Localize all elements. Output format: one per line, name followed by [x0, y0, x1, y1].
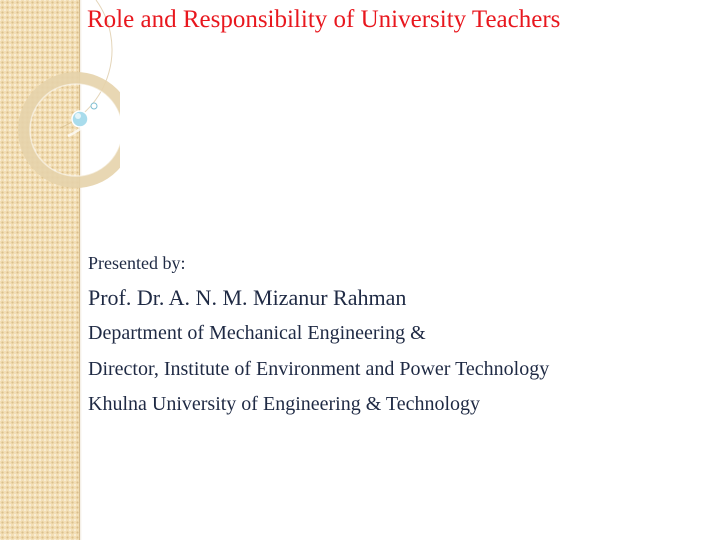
- presented-by-label: Presented by:: [88, 253, 186, 273]
- decorative-ring-highlight: [30, 84, 120, 176]
- decorative-dot-large: [72, 111, 88, 127]
- slide-title: Role and Responsibility of University Teachers: [87, 6, 561, 33]
- presenter-name: Prof. Dr. A. N. M. Mizanur Rahman: [88, 285, 407, 310]
- presenter-university: Khulna University of Engineering & Technology: [88, 393, 481, 415]
- decorative-dot-large-shine: [75, 113, 81, 119]
- decorative-ring: [24, 78, 120, 182]
- presenter-block: [88, 251, 549, 417]
- presenter-department: Department of Mechanical Engineering &: [88, 322, 426, 344]
- presenter-director-role: Director, Institute of Environment and Power Technology: [88, 358, 550, 380]
- decorative-dot-small: [91, 103, 97, 109]
